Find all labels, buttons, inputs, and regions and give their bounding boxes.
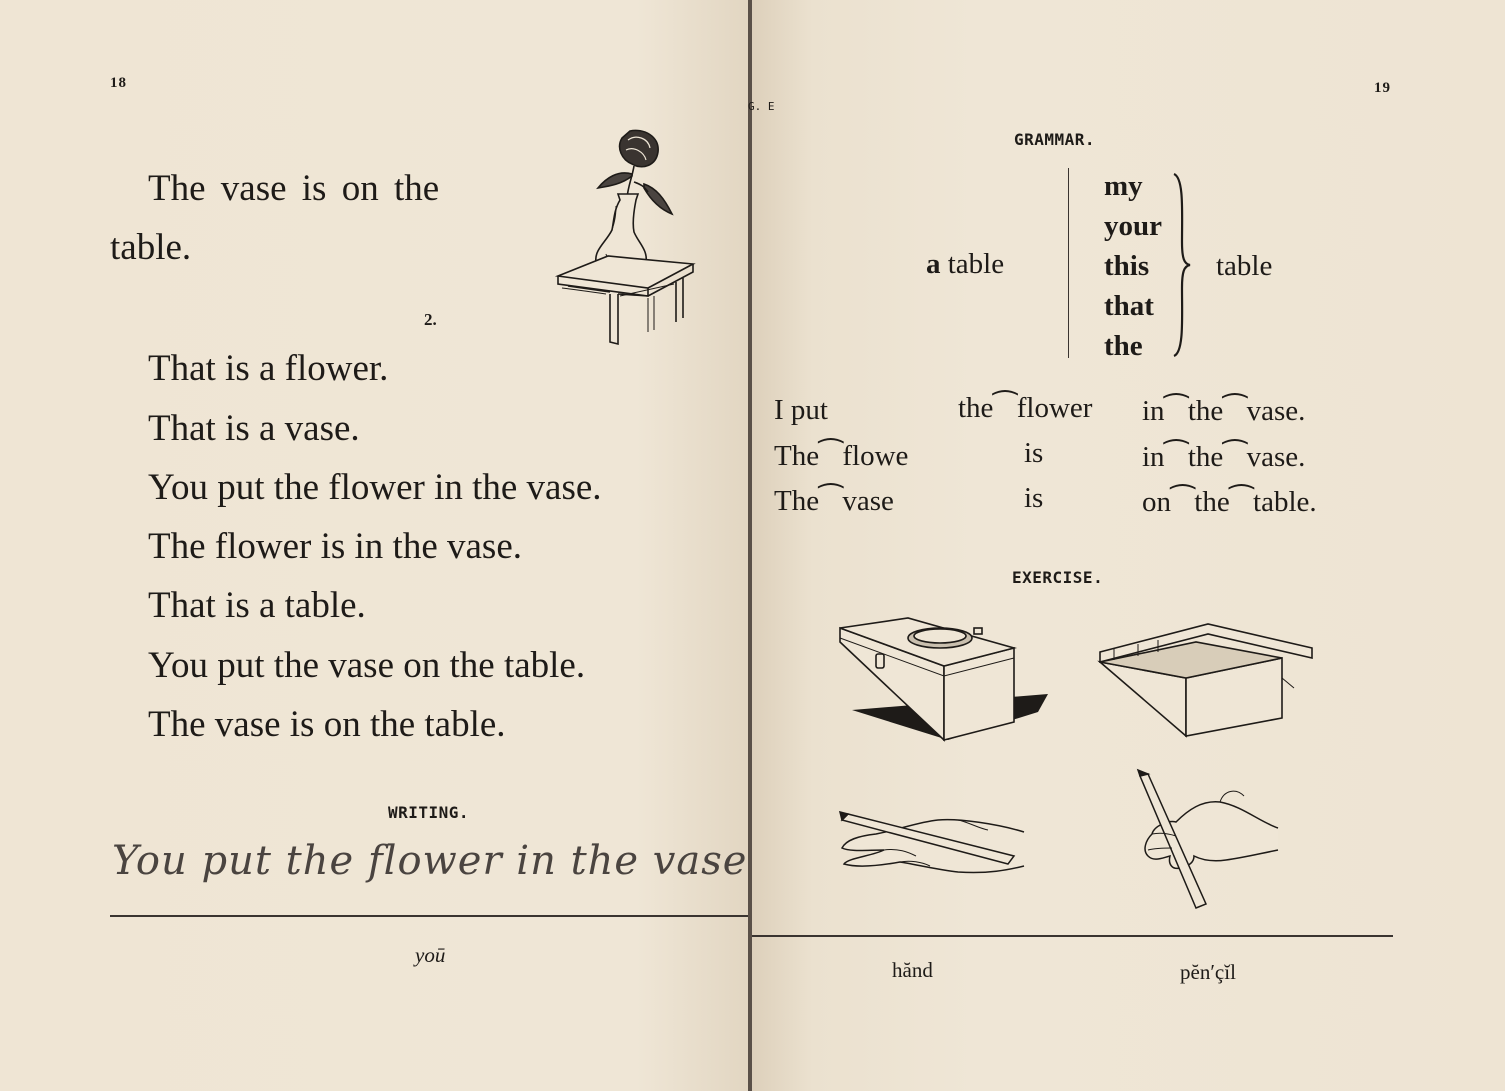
- pronunciation-you: yoū: [415, 943, 446, 967]
- open-box-illustration: [1098, 618, 1318, 742]
- signature-mark: G. E: [748, 100, 775, 113]
- pronunciation-pencil: pĕn′çĭl: [1180, 960, 1236, 984]
- right-page: [748, 0, 1505, 1091]
- handwriting-line: You put the flower in the vase: [112, 838, 748, 884]
- reading-line: The vase is on the table.: [148, 704, 506, 745]
- pronunciation-hand: hănd: [892, 958, 933, 982]
- determiner: this: [1104, 250, 1150, 282]
- hand-with-pencil-illustration: [838, 800, 1038, 890]
- hand-holding-pencil-upright-illustration: [1132, 770, 1282, 910]
- reading-line: The flower is in the vase.: [148, 526, 522, 567]
- determiner: your: [1104, 210, 1162, 242]
- determiner: my: [1104, 170, 1143, 202]
- sentence-object: in⁀the⁀vase.: [1142, 395, 1306, 427]
- sentence-subject: The⁀flowe: [774, 440, 909, 472]
- noun-table: table: [947, 248, 1005, 280]
- grammar-left-phrase: [926, 248, 1004, 281]
- right-brace-icon: [1172, 172, 1192, 358]
- sentence-object: on⁀the⁀table.: [1142, 486, 1317, 518]
- sentence-verb: the⁀flower: [958, 392, 1093, 424]
- vase-on-table-illustration: [548, 126, 698, 346]
- closed-box-with-watch-illustration: [838, 614, 1058, 744]
- section-number: 2.: [424, 310, 437, 329]
- intro-line-1: The vase is on the: [148, 168, 440, 209]
- baseline-rule: [110, 915, 750, 917]
- grammar-divider: [1068, 168, 1069, 358]
- article-a: a: [926, 248, 941, 280]
- left-page: [0, 0, 748, 1091]
- grammar-right-noun: table: [1216, 250, 1273, 282]
- reading-line: That is a table.: [148, 585, 366, 626]
- exercise-heading: EXERCISE.: [1012, 568, 1104, 587]
- sentence-verb: is: [1024, 437, 1044, 469]
- intro-line-2: table.: [110, 227, 192, 268]
- grammar-heading: GRAMMAR.: [1014, 130, 1096, 149]
- reading-line: That is a flower.: [148, 348, 389, 389]
- page-number: 19: [1374, 80, 1391, 96]
- sentence-subject: I put: [774, 394, 828, 426]
- sentence-object: in⁀the⁀vase.: [1142, 441, 1306, 473]
- determiner: the: [1104, 330, 1143, 362]
- determiner: that: [1104, 290, 1154, 322]
- reading-line: You put the vase on the table.: [148, 645, 586, 686]
- baseline-rule: [752, 935, 1393, 937]
- reading-line: You put the flower in the vase.: [148, 467, 602, 508]
- sentence-verb: is: [1024, 482, 1044, 514]
- reading-line: That is a vase.: [148, 408, 360, 449]
- page-number: 18: [110, 75, 127, 91]
- sentence-subject: The⁀vase: [774, 485, 894, 517]
- writing-heading: WRITING.: [388, 803, 470, 822]
